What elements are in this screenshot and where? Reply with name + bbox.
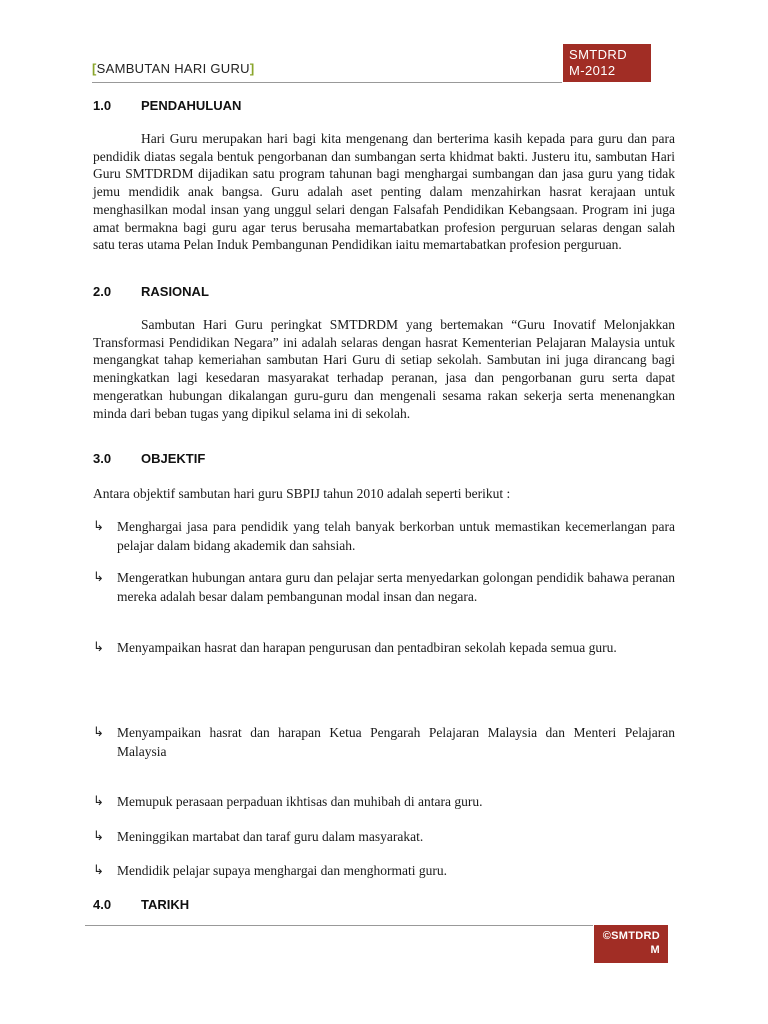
list-item: [93, 793, 675, 812]
list-item-text: Meninggikan martabat dan taraf guru dalam masyarakat.: [117, 829, 424, 844]
list-item-text: Mengeratkan hubungan antara guru dan pelajar serta menyedarkan golongan pendidik bahawa peranan mereka adalah besar dalam pembangunan modal insan dan negara.: [117, 570, 675, 604]
section-number: 3.0: [93, 451, 112, 466]
section-heading-rasional: [93, 284, 209, 299]
section-heading-pendahuluan: [93, 98, 241, 113]
arrow-bullet-icon: ↳: [93, 794, 104, 809]
list-item: [93, 828, 675, 847]
arrow-bullet-icon: ↳: [93, 519, 104, 534]
section-number: 1.0: [93, 98, 112, 113]
header-badge: [563, 44, 651, 82]
header-rule: [92, 82, 562, 83]
header-title: [92, 61, 255, 76]
section-title: OBJEKTIF: [141, 451, 206, 466]
list-item-text: Mendidik pelajar supaya menghargai dan menghormati guru.: [117, 863, 448, 878]
section-number: 4.0: [93, 897, 112, 912]
arrow-bullet-icon: ↳: [93, 829, 104, 844]
arrow-bullet-icon: ↳: [93, 640, 104, 655]
arrow-bullet-icon: ↳: [93, 863, 104, 878]
section-heading-objektif: [93, 451, 205, 466]
arrow-bullet-icon: ↳: [93, 725, 104, 740]
paragraph-text: Sambutan Hari Guru peringkat SMTDRDM yang bertemakan “Guru Inovatif Melonjakkan Transformasi Pendidikan Negara” ini adalah selaras dengan hasrat Kementerian Pelajaran Malaysia untuk mengangkat tahap kemeriahan sambutan Hari Guru di setiap sekolah. Sambutan ini juga dirancang bagi meningkatkan lagi kesedaran masyarakat terhadap peranan, jasa dan pengorbanan guru serta dapat mengeratkan hubungan dikalangan guru-guru dan mengenali sesama rakan sekerja serta menenangkan minda dari beban tugas yang dipikul selama ini di sekolah.: [93, 317, 675, 421]
paragraph-rasional: [93, 316, 675, 422]
footer-badge-line2: M: [650, 944, 660, 956]
paragraph-pendahuluan: [93, 130, 675, 254]
section-title: TARIKH: [141, 897, 190, 912]
header-badge-line1: SMTDRD: [569, 47, 628, 62]
paragraph-text: Hari Guru merupakan hari bagi kita mengenang dan berterima kasih kepada para guru dan para pendidik diatas segala bentuk pengorbanan dan sumbangan serta khidmat bakti. Justeru itu, sambutan Hari Guru SMTDRDM dijadikan satu program tahunan bagi menghargai sumbangan dan jasa guru yang tidak jemu mendidik anak bangsa. Guru adalah aset penting dalam menzahirkan hasrat kerajaan untuk menghasilkan modal insan yang unggul selari dengan Falsafah Pendidikan Kebangsaan. Program ini juga amat bermakna bagi guru agar terus berusaha memartabatkan profesion perguruan selaras dengan salah satu teras utama Pelan Induk Pembangunan Pendidikan iaitu memartabatkan profesion perguruan.: [93, 131, 675, 253]
header-badge-line2: M-2012: [569, 63, 616, 78]
list-item: [93, 724, 675, 761]
list-item: [93, 862, 675, 881]
list-item-text: Memupuk perasaan perpaduan ikhtisas dan muhibah di antara guru.: [117, 794, 483, 809]
footer-rule: [85, 925, 593, 926]
list-item: [93, 569, 675, 606]
list-item-text: Menyampaikan hasrat dan harapan Ketua Pengarah Pelajaran Malaysia dan Menteri Pelajaran Malaysia: [117, 725, 675, 759]
section-title: RASIONAL: [141, 284, 209, 299]
section-heading-tarikh: [93, 897, 189, 912]
section-title: PENDAHULUAN: [141, 98, 242, 113]
footer-badge-line1: ©SMTDRD: [602, 930, 660, 942]
footer-badge: [594, 925, 668, 963]
list-item-text: Menghargai jasa para pendidik yang telah banyak berkorban untuk memastikan kecemerlangan para pelajar dalam bidang akademik dan sahsiah.: [117, 519, 675, 553]
list-item: [93, 639, 675, 658]
section-number: 2.0: [93, 284, 112, 299]
header-bracket-open: [: [92, 61, 97, 76]
header-title-text: SAMBUTAN HARI GURU: [96, 61, 250, 76]
list-item: [93, 518, 675, 555]
arrow-bullet-icon: ↳: [93, 570, 104, 585]
list-item-text: Menyampaikan hasrat dan harapan pengurusan dan pentadbiran sekolah kepada semua guru.: [117, 640, 617, 655]
header-bracket-close: ]: [249, 61, 255, 76]
objektif-intro: Antara objektif sambutan hari guru SBPIJ tahun 2010 adalah seperti berikut :: [93, 486, 511, 501]
